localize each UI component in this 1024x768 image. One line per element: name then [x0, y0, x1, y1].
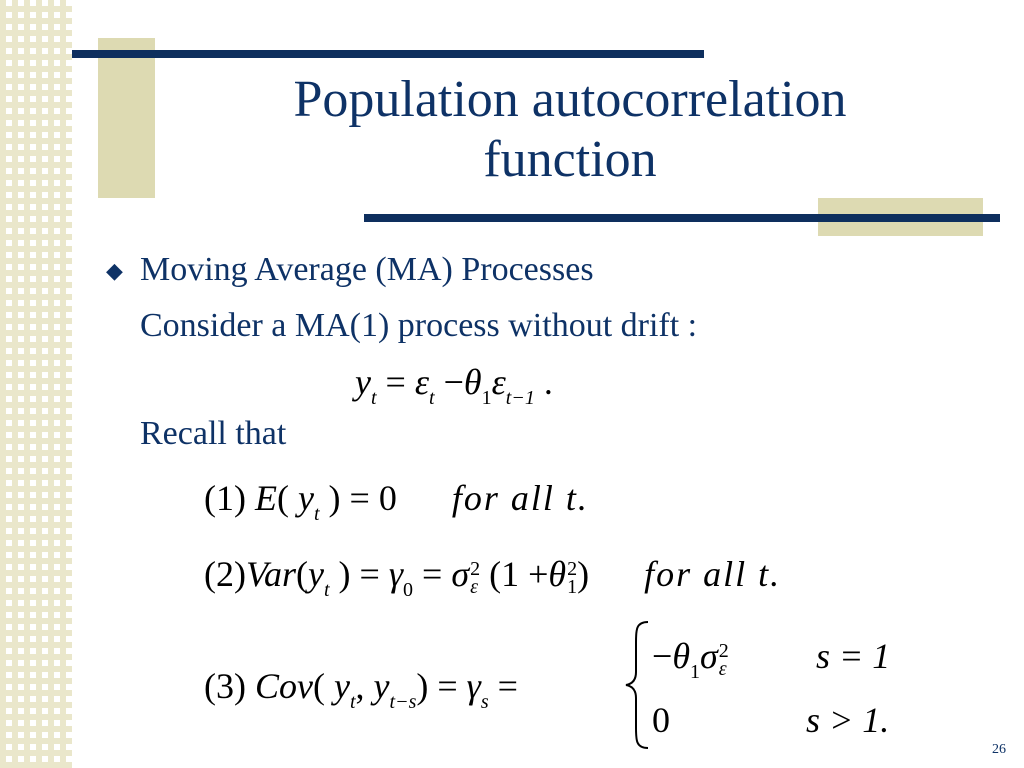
page-number: 26 [992, 742, 1006, 757]
bullet-heading: Moving Average (MA) Processes [140, 251, 594, 288]
equation-2: $(2)Var(y_t$ ) = $\gamma_0 = \sigma 2$ ε (1 +θ2 1) for all t. [204, 554, 782, 601]
title-line-1: Population autocorrelation [293, 71, 847, 128]
cases-brace-icon [622, 620, 652, 750]
navy-bar-bottom [364, 214, 1000, 222]
case-cond-2: s > 1. [806, 700, 890, 740]
intro-line: Consider a MA(1) process without drift : [140, 307, 698, 344]
model-equation: $y_t = \varepsilon_t -\theta_1\varepsilon_{t-1}$ . [355, 362, 553, 409]
slide-title [200, 70, 940, 190]
recall-line: Recall that [140, 415, 287, 452]
title-line-2: function [483, 131, 657, 188]
tan-block-top [98, 38, 155, 198]
navy-bar-top [72, 50, 704, 58]
equation-1: (1) E( $y_t$ ) = 0 for all t. [204, 478, 589, 525]
left-stripe-pattern [0, 0, 72, 768]
case-cond-1: s = 1 [816, 636, 891, 676]
case-row-1: $-\theta_1\sigma 2$ ε [652, 636, 729, 683]
equation-3: (3) Cov( $y_t$, $y_{t-s}) = \gamma_s$ = [204, 666, 518, 713]
diamond-bullet-icon: ◆ [106, 258, 123, 283]
case-row-2: 0 [652, 700, 670, 740]
